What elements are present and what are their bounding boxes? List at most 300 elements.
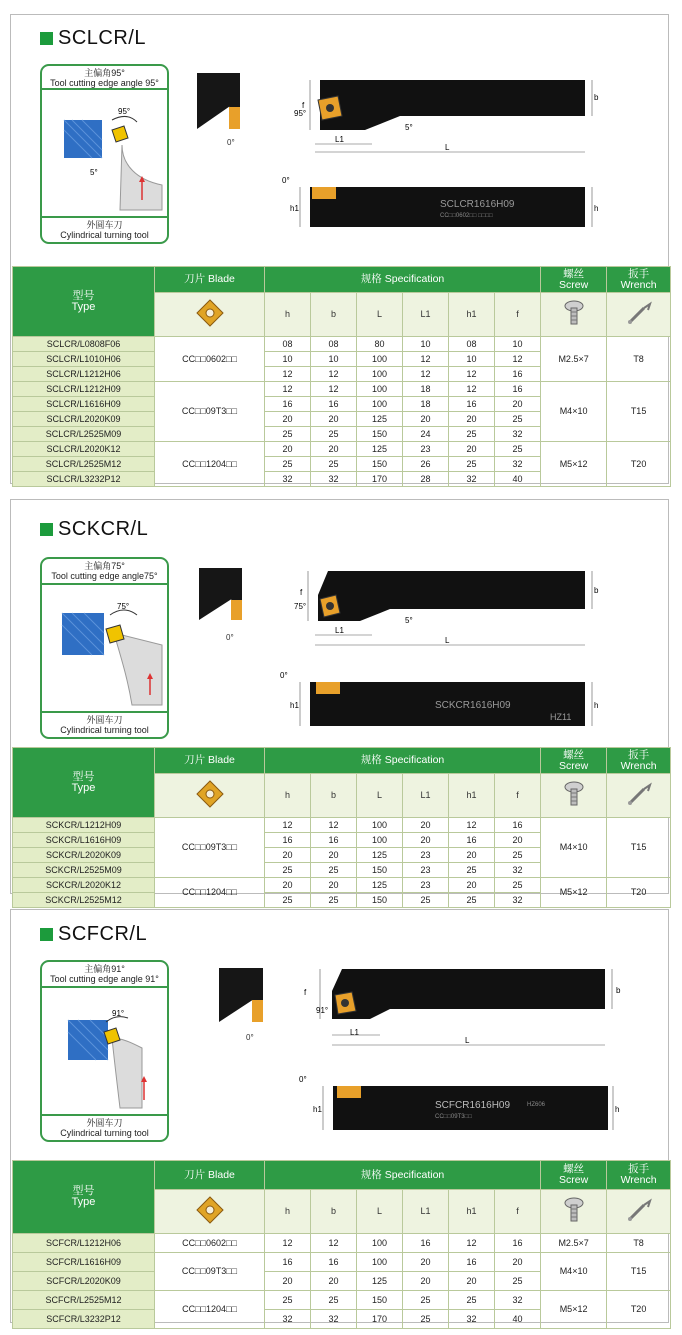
top-view-drawing [280, 72, 610, 157]
value-cell: 32 [311, 472, 357, 487]
value-cell: 20 [449, 848, 495, 863]
screw-header [541, 1161, 607, 1190]
side-view-drawing [280, 670, 610, 735]
svg-text:0°: 0° [299, 1075, 307, 1084]
value-cell: 20 [311, 848, 357, 863]
divider [42, 216, 167, 218]
value-cell: 10 [311, 352, 357, 367]
angle-cn: 主偏角95° [84, 68, 125, 78]
value-cell: 32 [449, 472, 495, 487]
value-cell: 25 [265, 427, 311, 442]
wrench-header [607, 267, 671, 293]
value-cell: 32 [495, 863, 541, 878]
svg-text:b: b [616, 986, 621, 995]
value-cell: 25 [311, 863, 357, 878]
screw-header [541, 267, 607, 293]
svg-text:0°: 0° [280, 671, 288, 680]
table-row [13, 382, 671, 397]
value-cell: 18 [403, 382, 449, 397]
value-cell: 12 [449, 367, 495, 382]
svg-text:h1: h1 [313, 1105, 322, 1114]
table-row [13, 878, 671, 893]
type-header-en: Type [71, 781, 96, 794]
wrench-header [607, 748, 671, 774]
section-title-text: SCFCR/L [58, 923, 148, 945]
wrench-cell: T15 [607, 818, 671, 878]
value-cell: 100 [357, 397, 403, 412]
blade-cell: CC□□09T3□□ [155, 818, 265, 878]
value-cell: 20 [495, 833, 541, 848]
value-cell: 12 [449, 1234, 495, 1253]
value-cell: 25 [495, 878, 541, 893]
col-header-f: f [495, 293, 541, 337]
blade-header: 刀片 Blade [155, 1161, 265, 1190]
wrench-header-cn: 扳手 [628, 1163, 650, 1175]
value-cell: 12 [495, 352, 541, 367]
screw-cell: M4×10 [541, 818, 607, 878]
value-cell: 10 [265, 352, 311, 367]
insert-end [252, 1000, 263, 1022]
value-cell: 20 [449, 412, 495, 427]
angle-en: Tool cutting edge angle75° [51, 571, 158, 581]
value-cell: 32 [449, 1310, 495, 1329]
spec-table [12, 266, 671, 487]
value-cell: 25 [311, 427, 357, 442]
col-header-L: L [357, 1190, 403, 1234]
value-cell: 12 [403, 367, 449, 382]
side-view-drawing [295, 1072, 635, 1137]
type-header-en: Type [71, 1196, 96, 1208]
type-cell: SCKCR/L2525M09 [13, 863, 155, 878]
screw-cell: M4×10 [541, 1253, 607, 1291]
type-cell: SCLCR/L3232P12 [13, 472, 155, 487]
green-square-icon [40, 523, 53, 536]
value-cell: 16 [449, 1253, 495, 1272]
value-cell: 125 [357, 848, 403, 863]
type-header [13, 1161, 155, 1234]
value-cell: 26 [403, 457, 449, 472]
insert-end [231, 600, 242, 620]
section-title [40, 518, 148, 541]
screw-header-cn: 螺丝 [563, 267, 585, 280]
svg-text:91°: 91° [316, 1006, 329, 1015]
value-cell: 20 [311, 412, 357, 427]
screw-cell: M5×12 [541, 1291, 607, 1329]
value-cell: 10 [495, 337, 541, 352]
svg-text:HZ11: HZ11 [550, 712, 572, 722]
blade-cell: CC□□1204□□ [155, 1291, 265, 1329]
section-title-text: SCKCR/L [58, 518, 149, 540]
svg-text:b: b [594, 586, 599, 595]
wrench-icon [607, 774, 671, 818]
value-cell: 170 [357, 1310, 403, 1329]
col-header-L: L [357, 774, 403, 818]
section-title [40, 27, 146, 50]
angle-cn: 主偏角75° [84, 561, 125, 571]
spec-table [12, 747, 671, 908]
col-header-b: b [311, 774, 357, 818]
section-title-text: SCLCR/L [58, 27, 146, 49]
value-cell: 12 [265, 382, 311, 397]
value-cell: 20 [449, 878, 495, 893]
tool-label [42, 220, 167, 240]
divider [42, 711, 167, 713]
value-cell: 100 [357, 1253, 403, 1272]
svg-text:b: b [594, 93, 599, 102]
angle-label [42, 66, 167, 88]
type-cell: SCFCR/L2020K09 [13, 1272, 155, 1291]
value-cell: 150 [357, 427, 403, 442]
wrench-header-cn: 扳手 [628, 267, 650, 280]
type-cell: SCLCR/L2525M09 [13, 427, 155, 442]
type-header [13, 267, 155, 337]
value-cell: 08 [311, 337, 357, 352]
insert-end [229, 107, 240, 129]
side-view-drawing [280, 175, 610, 235]
angle-diagram-box [40, 960, 169, 1142]
value-cell: 32 [495, 893, 541, 908]
screw-cell: M2.5×7 [541, 1234, 607, 1253]
value-cell: 12 [311, 367, 357, 382]
screw-icon [541, 1190, 607, 1234]
value-cell: 20 [449, 442, 495, 457]
screw-header-en: Screw [558, 278, 589, 291]
svg-text:SCFCR1616H09: SCFCR1616H09 [435, 1100, 511, 1111]
type-cell: SCLCR/L1212H06 [13, 367, 155, 382]
col-header-L: L [357, 293, 403, 337]
table-row [13, 818, 671, 833]
table-row [13, 1253, 671, 1272]
svg-text:h1: h1 [290, 204, 299, 213]
type-cell: SCKCR/L1616H09 [13, 833, 155, 848]
zero-angle-label: 0° [226, 633, 234, 642]
value-cell: 20 [265, 442, 311, 457]
table-row [13, 337, 671, 352]
angle-en: Tool cutting edge angle 91° [50, 974, 159, 984]
type-cell: SCLCR/L2525M12 [13, 457, 155, 472]
screw-cell: M4×10 [541, 382, 607, 442]
tool-label [42, 715, 167, 735]
value-cell: 25 [265, 863, 311, 878]
col-header-f: f [495, 1190, 541, 1234]
angle-diagram-icon [42, 90, 167, 218]
blade-cell: CC□□09T3□□ [155, 382, 265, 442]
value-cell: 32 [265, 1310, 311, 1329]
svg-text:f: f [304, 988, 307, 997]
tool-label [42, 1118, 167, 1138]
svg-text:h: h [594, 701, 599, 710]
screw-header-cn: 螺丝 [563, 748, 585, 761]
wrench-cell: T15 [607, 382, 671, 442]
value-cell: 20 [265, 848, 311, 863]
angle-label [42, 559, 167, 581]
value-cell: 20 [495, 1253, 541, 1272]
value-cell: 25 [495, 442, 541, 457]
type-cell: SCKCR/L2020K09 [13, 848, 155, 863]
wrench-header-cn: 扳手 [628, 748, 650, 761]
value-cell: 23 [403, 878, 449, 893]
value-cell: 23 [403, 442, 449, 457]
svg-text:L: L [445, 636, 450, 645]
svg-text:L1: L1 [350, 1028, 359, 1037]
blade-header: 刀片 Blade [155, 748, 265, 774]
svg-text:L: L [465, 1036, 470, 1045]
insert-icon [155, 774, 265, 818]
value-cell: 40 [495, 1310, 541, 1329]
value-cell: 20 [449, 1272, 495, 1291]
top-view-drawing [280, 565, 610, 650]
value-cell: 25 [311, 1291, 357, 1310]
value-cell: 16 [495, 818, 541, 833]
type-cell: SCLCR/L0808F06 [13, 337, 155, 352]
value-cell: 100 [357, 352, 403, 367]
value-cell: 32 [311, 1310, 357, 1329]
divider [42, 1114, 167, 1116]
value-cell: 25 [449, 893, 495, 908]
value-cell: 12 [265, 818, 311, 833]
value-cell: 25 [449, 863, 495, 878]
svg-text:h1: h1 [290, 701, 299, 710]
value-cell: 16 [265, 833, 311, 848]
value-cell: 125 [357, 878, 403, 893]
value-cell: 125 [357, 1272, 403, 1291]
value-cell: 25 [449, 1291, 495, 1310]
section-title [40, 923, 147, 946]
type-cell: SCFCR/L3232P12 [13, 1310, 155, 1329]
value-cell: 25 [311, 457, 357, 472]
value-cell: 32 [495, 427, 541, 442]
insert-icon [155, 293, 265, 337]
value-cell: 16 [403, 1234, 449, 1253]
value-cell: 12 [311, 818, 357, 833]
col-header-b: b [311, 293, 357, 337]
value-cell: 25 [403, 1291, 449, 1310]
zero-angle-label: 0° [227, 138, 235, 147]
value-cell: 32 [495, 457, 541, 472]
col-header-L1: L1 [403, 774, 449, 818]
spec-header: 规格 Specification [265, 748, 541, 774]
col-header-h: h [265, 774, 311, 818]
tool-cn: 外圆车刀 [86, 1118, 123, 1128]
value-cell: 20 [311, 1272, 357, 1291]
value-cell: 32 [265, 472, 311, 487]
value-cell: 100 [357, 818, 403, 833]
value-cell: 12 [311, 382, 357, 397]
value-cell: 150 [357, 893, 403, 908]
screw-header-en: Screw [558, 1174, 589, 1186]
type-cell: SCLCR/L2020K12 [13, 442, 155, 457]
value-cell: 10 [449, 352, 495, 367]
type-cell: SCKCR/L2020K12 [13, 878, 155, 893]
value-cell: 20 [265, 1272, 311, 1291]
value-cell: 12 [265, 367, 311, 382]
zero-angle-label: 0° [246, 1033, 254, 1042]
value-cell: 25 [449, 427, 495, 442]
screw-header-cn: 螺丝 [563, 1163, 585, 1175]
blade-header: 刀片 Blade [155, 267, 265, 293]
value-cell: 08 [449, 337, 495, 352]
svg-text:CC□□09T3□□: CC□□09T3□□ [435, 1114, 472, 1120]
spec-header: 规格 Specification [265, 1161, 541, 1190]
value-cell: 16 [495, 1234, 541, 1253]
insert-icon [155, 1190, 265, 1234]
angle-diagram-box [40, 64, 169, 244]
value-cell: 16 [449, 397, 495, 412]
value-cell: 170 [357, 472, 403, 487]
value-cell: 40 [495, 472, 541, 487]
value-cell: 25 [265, 457, 311, 472]
value-cell: 125 [357, 442, 403, 457]
value-cell: 80 [357, 337, 403, 352]
value-cell: 16 [495, 382, 541, 397]
svg-text:h: h [615, 1105, 620, 1114]
col-header-L1: L1 [403, 1190, 449, 1234]
wrench-cell: T8 [607, 1234, 671, 1253]
type-cell: SCKCR/L1212H09 [13, 818, 155, 833]
type-cell: SCLCR/L1616H09 [13, 397, 155, 412]
value-cell: 23 [403, 863, 449, 878]
angle-diagram-box [40, 557, 169, 739]
tool-en: Cylindrical turning tool [60, 230, 149, 240]
type-cell: SCKCR/L2525M12 [13, 893, 155, 908]
value-cell: 28 [403, 472, 449, 487]
value-cell: 16 [449, 833, 495, 848]
tool-cn: 外圆车刀 [86, 715, 123, 725]
blade-cell: CC□□09T3□□ [155, 1253, 265, 1291]
tool-en: Cylindrical turning tool [60, 725, 149, 735]
value-cell: 16 [495, 367, 541, 382]
blade-cell: CC□□0602□□ [155, 337, 265, 382]
type-cell: SCFCR/L2525M12 [13, 1291, 155, 1310]
value-cell: 25 [311, 893, 357, 908]
value-cell: 32 [495, 1291, 541, 1310]
value-cell: 100 [357, 367, 403, 382]
col-header-h: h [265, 293, 311, 337]
angle-diagram-icon [42, 585, 167, 713]
value-cell: 150 [357, 863, 403, 878]
value-cell: 12 [311, 1234, 357, 1253]
screw-icon [541, 293, 607, 337]
value-cell: 25 [403, 893, 449, 908]
type-cell: SCLCR/L1010H06 [13, 352, 155, 367]
spec-table [12, 1160, 671, 1329]
top-view-drawing [280, 965, 621, 1050]
spec-header: 规格 Specification [265, 267, 541, 293]
value-cell: 20 [403, 412, 449, 427]
svg-text:SCKCR1616H09: SCKCR1616H09 [435, 700, 511, 711]
svg-text:L1: L1 [335, 135, 344, 144]
blade-cell: CC□□1204□□ [155, 878, 265, 908]
type-cell: SCLCR/L2020K09 [13, 412, 155, 427]
type-header-en: Type [71, 300, 96, 313]
blade-cell: CC□□0602□□ [155, 1234, 265, 1253]
value-cell: 23 [403, 848, 449, 863]
svg-text:CC□□0602□□ □□□□: CC□□0602□□ □□□□ [440, 213, 493, 219]
angle-cn: 主偏角91° [84, 964, 125, 974]
type-cell: SCFCR/L1616H09 [13, 1253, 155, 1272]
angle-en: Tool cutting edge angle 95° [50, 78, 159, 88]
value-cell: 100 [357, 382, 403, 397]
value-cell: 20 [265, 878, 311, 893]
screw-header [541, 748, 607, 774]
green-square-icon [40, 32, 53, 45]
svg-text:91°: 91° [112, 1009, 125, 1018]
value-cell: 20 [495, 397, 541, 412]
value-cell: 16 [265, 397, 311, 412]
type-header [13, 748, 155, 818]
screw-header-en: Screw [558, 759, 589, 772]
tool-cn: 外圆车刀 [86, 220, 123, 230]
angle-diagram-icon [42, 988, 167, 1116]
value-cell: 10 [403, 337, 449, 352]
svg-text:SCLCR1616H09: SCLCR1616H09 [440, 199, 515, 210]
angle-label [42, 962, 167, 984]
wrench-header-en: Wrench [620, 759, 657, 772]
blade-cell: CC□□1204□□ [155, 442, 265, 487]
col-header-b: b [311, 1190, 357, 1234]
wrench-icon [607, 1190, 671, 1234]
col-header-h: h [265, 1190, 311, 1234]
wrench-icon [607, 293, 671, 337]
value-cell: 08 [265, 337, 311, 352]
wrench-cell: T15 [607, 1253, 671, 1291]
value-cell: 20 [403, 818, 449, 833]
table-row [13, 1234, 671, 1253]
value-cell: 20 [403, 1272, 449, 1291]
wrench-cell: T20 [607, 1291, 671, 1329]
wrench-cell: T20 [607, 878, 671, 908]
svg-text:5°: 5° [405, 616, 413, 625]
screw-cell: M5×12 [541, 878, 607, 908]
value-cell: 125 [357, 412, 403, 427]
value-cell: 12 [265, 1234, 311, 1253]
wrench-header-en: Wrench [620, 1174, 657, 1186]
table-row [13, 1291, 671, 1310]
svg-text:5°: 5° [405, 123, 413, 132]
value-cell: 24 [403, 427, 449, 442]
value-cell: 25 [495, 1272, 541, 1291]
value-cell: 20 [311, 442, 357, 457]
value-cell: 16 [265, 1253, 311, 1272]
col-header-h1: h1 [449, 293, 495, 337]
wrench-cell: T20 [607, 442, 671, 487]
value-cell: 25 [265, 893, 311, 908]
svg-text:f: f [302, 101, 305, 110]
svg-text:L: L [445, 143, 450, 152]
svg-text:h: h [594, 204, 599, 213]
wrench-header-en: Wrench [620, 278, 657, 291]
value-cell: 16 [311, 833, 357, 848]
value-cell: 150 [357, 1291, 403, 1310]
type-cell: SCFCR/L1212H06 [13, 1234, 155, 1253]
value-cell: 20 [311, 878, 357, 893]
screw-cell: M2.5×7 [541, 337, 607, 382]
svg-text:5°: 5° [90, 168, 98, 177]
value-cell: 25 [495, 412, 541, 427]
svg-text:0°: 0° [282, 176, 290, 185]
col-header-f: f [495, 774, 541, 818]
value-cell: 150 [357, 457, 403, 472]
green-square-icon [40, 928, 53, 941]
col-header-L1: L1 [403, 293, 449, 337]
value-cell: 12 [449, 382, 495, 397]
tool-en: Cylindrical turning tool [60, 1128, 149, 1138]
type-header-cn: 型号 [72, 770, 95, 783]
value-cell: 20 [265, 412, 311, 427]
col-header-h1: h1 [449, 774, 495, 818]
value-cell: 16 [311, 1253, 357, 1272]
value-cell: 20 [403, 1253, 449, 1272]
